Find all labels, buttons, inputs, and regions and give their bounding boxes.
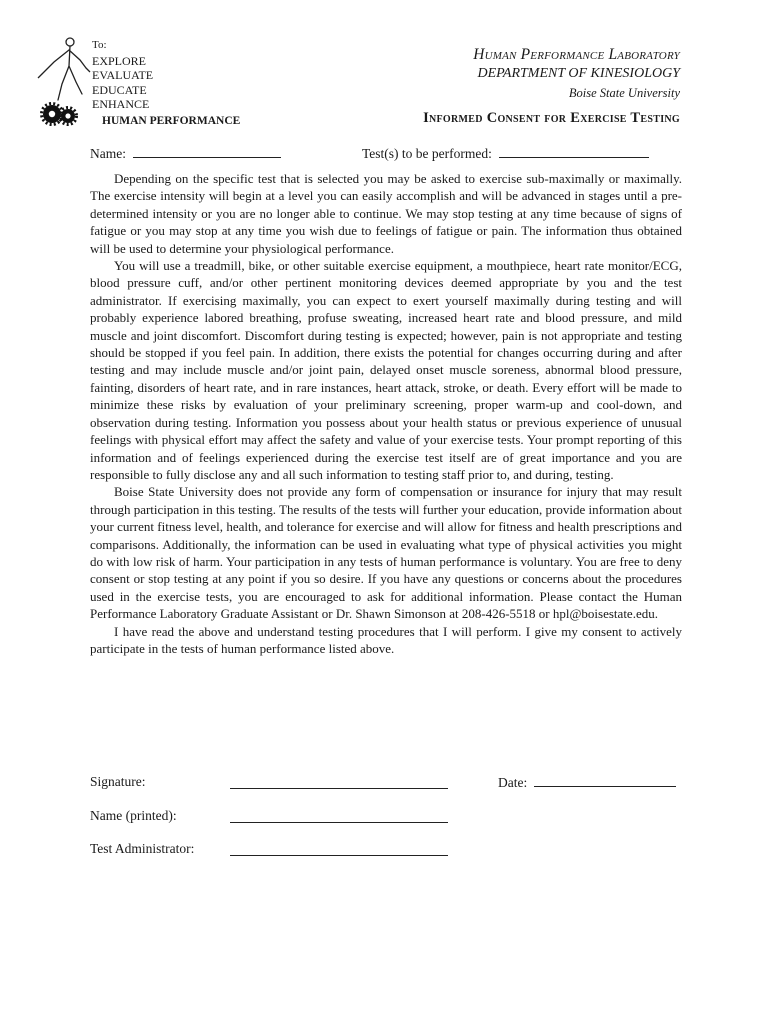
logo-word: EXPLORE — [92, 53, 146, 68]
paragraph-compensation: Boise State University does not provide any form of compensation or insurance for injury that may result through participation in this testing. The results of the tests will further your education, provide information about your current fitness level, health, and tolerance for exercise and will allow for fitness and health prescriptions and comparisons. Additionally, the information can be used in evaluating what type of physical activities you might do with low risk of harm. Your participation in any tests of human performance is voluntary. You are free to deny consent or stop testing at any point if you so desire. If you have any questions or concerns about the procedures used in the exercise tests, you are encouraged to ask for additional information. Please contact the Human Performance Laboratory Graduate Assistant or Dr. Shawn Simonson at 208-426-5518 or hpl@boisestate.edu. — [90, 484, 682, 622]
signature-line[interactable] — [230, 788, 448, 789]
tests-blank[interactable] — [499, 145, 649, 158]
department-name: DEPARTMENT OF KINESIOLOGY — [477, 66, 680, 81]
date-field — [498, 774, 676, 791]
name-label: Name: — [90, 146, 126, 161]
lab-name: Human Performance Laboratory — [473, 46, 680, 63]
name-printed-label: Name (printed): — [90, 808, 177, 823]
logo-to: To: — [92, 39, 107, 51]
administrator-label: Test Administrator: — [90, 841, 195, 856]
name-printed-row — [90, 808, 177, 824]
logo-word: EVALUATE — [92, 68, 154, 82]
date-label: Date: — [498, 775, 528, 790]
tests-field — [362, 145, 649, 162]
signature-row — [90, 774, 146, 790]
paragraph-risks: You will use a treadmill, bike, or other suitable exercise equipment, a mouthpiece, heart rate monitor/ECG, blood pressure cuff, and/or other pertinent monitoring devices deemed appropriate by you and the test administrator. If exercising maximally, you can expect to exert yourself maximally during testing and will probably experience labored breathing, profuse sweating, increased heart rate and blood pressure, and mild muscle and joint discomfort. Discomfort during testing is expected; however, pain is not appropriate and testing should be stopped if you feel pain. In addition, there exists the potential for changes occurring during and after testing and may include muscle and/or joint pain, delayed onset muscle soreness, abnormal blood pressure, fainting, disorders of heart rate, and in rare instances, heart attack, stroke, or death. Every effort will be made to minimize these risks by evaluation of your preliminary screening, proper warm-up and cool-down, and observation during testing. Information you possess about your health status or previous experience of unusual feelings with physical effort may affect the safety and value of your exercise tests. Your prompt reporting of this information and of feelings experienced during the exercise test itself are of great importance and you are responsible to fully disclose any and all such information to testing staff prior to, and during, testing. — [90, 258, 682, 482]
logo-tagline: HUMAN PERFORMANCE — [102, 114, 241, 127]
paragraph-procedure: Depending on the specific test that is selected you may be asked to exercise sub-maximally or maximally. The exercise intensity will begin at a level you can easily accomplish and will be advanced in stages until a pre-determined intensity or you are no longer able to continue. We may stop testing at any time because of signs of fatigue or you may stop at any time you wish due to feelings of fatigue or pain. The information thus obtained will be used to determine your physiological performance. — [90, 171, 682, 256]
tests-label: Test(s) to be performed: — [362, 146, 492, 161]
lab-header — [473, 46, 680, 101]
consent-body — [90, 170, 682, 657]
administrator-line[interactable] — [230, 855, 448, 856]
name-field — [90, 145, 281, 162]
name-blank[interactable] — [133, 145, 281, 158]
logo-word: EDUCATE — [92, 82, 147, 97]
logo-word: ENHANCE — [92, 97, 150, 111]
human-figure-gears-logo — [32, 36, 96, 128]
administrator-row — [90, 841, 194, 857]
logo-text — [92, 38, 240, 128]
date-blank[interactable] — [534, 774, 676, 787]
name-printed-line[interactable] — [230, 822, 448, 823]
university-name: Boise State University — [568, 86, 680, 100]
paragraph-consent: I have read the above and understand testing procedures that I will perform. I give my consent to actively participate in the tests of human performance listed above. — [90, 623, 682, 656]
document-title: Informed Consent for Exercise Testing — [423, 110, 680, 126]
signature-label: Signature: — [90, 774, 146, 789]
